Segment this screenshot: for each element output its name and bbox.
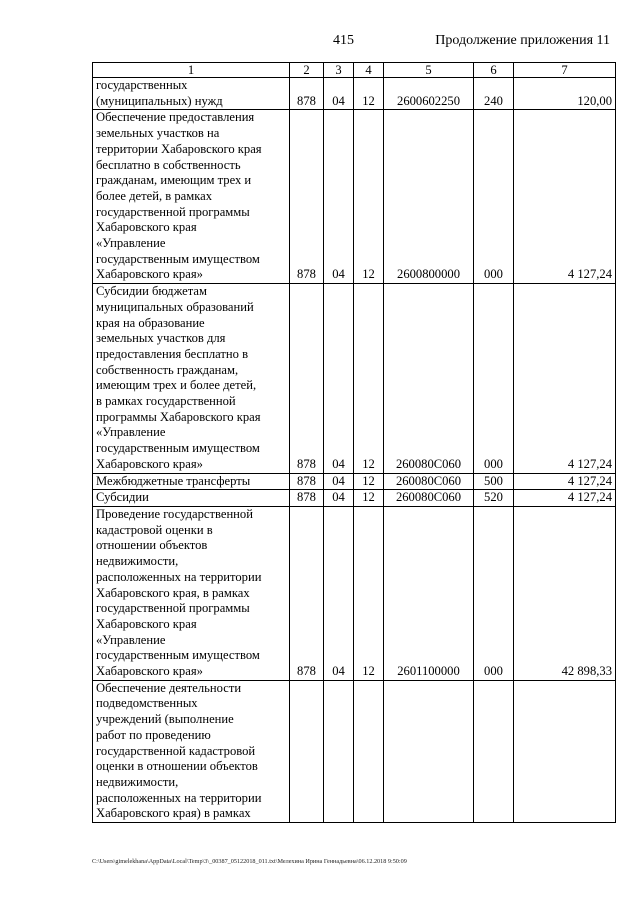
table-row	[93, 110, 616, 284]
description-line: собственность гражданам,	[96, 362, 239, 377]
description-line: учреждений (выполнение	[96, 712, 234, 727]
page-number: 415	[333, 33, 354, 48]
appendix-continuation-note: Продолжение приложения 11	[435, 33, 610, 48]
cell-subsection: 12	[354, 490, 384, 507]
cell-ministry-code: 878	[290, 473, 324, 490]
description-line: Обеспечение предоставления	[96, 110, 255, 125]
cell-ministry-code	[290, 680, 324, 822]
table-row	[93, 490, 616, 507]
cell-ministry-code: 878	[290, 284, 324, 473]
row-description	[93, 680, 290, 822]
cell-target-article	[384, 680, 474, 822]
cell-target-article: 260080С060	[384, 473, 474, 490]
table-row	[93, 680, 616, 822]
column-header: 1	[93, 63, 290, 78]
cell-amount: 42 898,33	[514, 506, 616, 680]
description-line: оценки в отношении объектов	[96, 759, 258, 774]
description-line: государственным имуществом	[96, 441, 260, 456]
cell-target-article: 260080С060	[384, 490, 474, 507]
cell-ministry-code: 878	[290, 110, 324, 284]
description-line: государственным имуществом	[96, 648, 260, 663]
description-line: Проведение государственной	[96, 506, 253, 521]
description-line: Хабаровского края»	[96, 664, 203, 679]
cell-subsection: 12	[354, 284, 384, 473]
description-line: более детей, в рамках	[96, 188, 213, 203]
description-line: государственной кадастровой	[96, 743, 256, 758]
description-line: работ по проведению	[96, 727, 211, 742]
row-description	[93, 110, 290, 284]
cell-subsection: 12	[354, 78, 384, 110]
cell-section: 04	[324, 78, 354, 110]
description-line: расположенных на территории	[96, 569, 262, 584]
description-line: Хабаровского края) в рамках	[96, 806, 251, 821]
cell-amount: 120,00	[514, 78, 616, 110]
cell-section: 04	[324, 506, 354, 680]
description-line: гражданам, имеющим трех и	[96, 173, 252, 188]
cell-section: 04	[324, 473, 354, 490]
description-line: Хабаровского края	[96, 220, 197, 235]
cell-expense-type	[474, 680, 514, 822]
description-line: отношении объектов	[96, 538, 208, 553]
column-header: 2	[290, 63, 324, 78]
cell-section: 04	[324, 110, 354, 284]
cell-target-article: 2600602250	[384, 78, 474, 110]
cell-target-article: 260080С060	[384, 284, 474, 473]
description-line: «Управление	[96, 236, 166, 251]
description-line: государственным имуществом	[96, 251, 260, 266]
table-row	[93, 506, 616, 680]
description-line: государственной программы	[96, 204, 250, 219]
description-line: Субсидии бюджетам	[96, 284, 207, 299]
description-line: Субсидии	[96, 490, 149, 505]
row-description	[93, 473, 290, 490]
description-line: (муниципальных) нужд	[96, 93, 223, 108]
table-row	[93, 78, 616, 110]
budget-table	[92, 62, 616, 823]
description-line: имеющим трех и более детей,	[96, 378, 257, 393]
cell-subsection: 12	[354, 506, 384, 680]
description-line: территории Хабаровского края	[96, 141, 262, 156]
description-line: государственной программы	[96, 601, 250, 616]
column-header: 5	[384, 63, 474, 78]
description-line: кадастровой оценки в	[96, 522, 213, 537]
table-row	[93, 284, 616, 473]
column-header: 3	[324, 63, 354, 78]
footer-file-path: C:\Users\gimelekhana\AppData\Local\Temp\3\_00387_05122018_011.txt\Мелехина Ирина Геннадьевна\06.12.2018 9:50:09	[92, 858, 407, 865]
cell-expense-type: 500	[474, 473, 514, 490]
description-line: земельных участков для	[96, 331, 226, 346]
description-line: Хабаровского края, в рамках	[96, 585, 250, 600]
description-line: бесплатно в собственность	[96, 157, 241, 172]
description-line: «Управление	[96, 632, 166, 647]
description-line: земельных участков на	[96, 126, 220, 141]
description-line: «Управление	[96, 425, 166, 440]
cell-target-article: 2601100000	[384, 506, 474, 680]
row-description	[93, 78, 290, 110]
row-description	[93, 506, 290, 680]
cell-amount	[514, 680, 616, 822]
cell-subsection: 12	[354, 473, 384, 490]
description-line: недвижимости,	[96, 774, 179, 789]
cell-expense-type: 000	[474, 284, 514, 473]
column-header: 7	[514, 63, 616, 78]
cell-section	[324, 680, 354, 822]
description-line: государственных	[96, 78, 188, 92]
cell-expense-type: 520	[474, 490, 514, 507]
description-line: недвижимости,	[96, 554, 179, 569]
cell-amount: 4 127,24	[514, 490, 616, 507]
cell-expense-type: 000	[474, 506, 514, 680]
description-line: Хабаровского края	[96, 616, 197, 631]
cell-section: 04	[324, 490, 354, 507]
description-line: программы Хабаровского края	[96, 409, 261, 424]
description-line: Хабаровского края»	[96, 456, 203, 471]
cell-amount: 4 127,24	[514, 110, 616, 284]
description-line: предоставления бесплатно в	[96, 346, 249, 361]
cell-expense-type: 240	[474, 78, 514, 110]
cell-ministry-code: 878	[290, 506, 324, 680]
cell-subsection: 12	[354, 110, 384, 284]
cell-ministry-code: 878	[290, 490, 324, 507]
cell-section: 04	[324, 284, 354, 473]
description-line: Межбюджетные трансферты	[96, 473, 251, 488]
cell-subsection	[354, 680, 384, 822]
column-header: 6	[474, 63, 514, 78]
cell-target-article: 2600800000	[384, 110, 474, 284]
description-line: расположенных на территории	[96, 790, 262, 805]
description-line: Хабаровского края»	[96, 267, 203, 282]
description-line: подведомственных	[96, 696, 198, 711]
cell-expense-type: 000	[474, 110, 514, 284]
description-line: края на образование	[96, 315, 205, 330]
description-line: муниципальных образований	[96, 299, 254, 314]
row-description	[93, 490, 290, 507]
table-row	[93, 473, 616, 490]
cell-ministry-code: 878	[290, 78, 324, 110]
cell-amount: 4 127,24	[514, 473, 616, 490]
description-line: в рамках государственной	[96, 394, 236, 409]
table-header-row	[93, 63, 616, 78]
description-line: Обеспечение деятельности	[96, 680, 242, 695]
row-description	[93, 284, 290, 473]
cell-amount: 4 127,24	[514, 284, 616, 473]
column-header: 4	[354, 63, 384, 78]
